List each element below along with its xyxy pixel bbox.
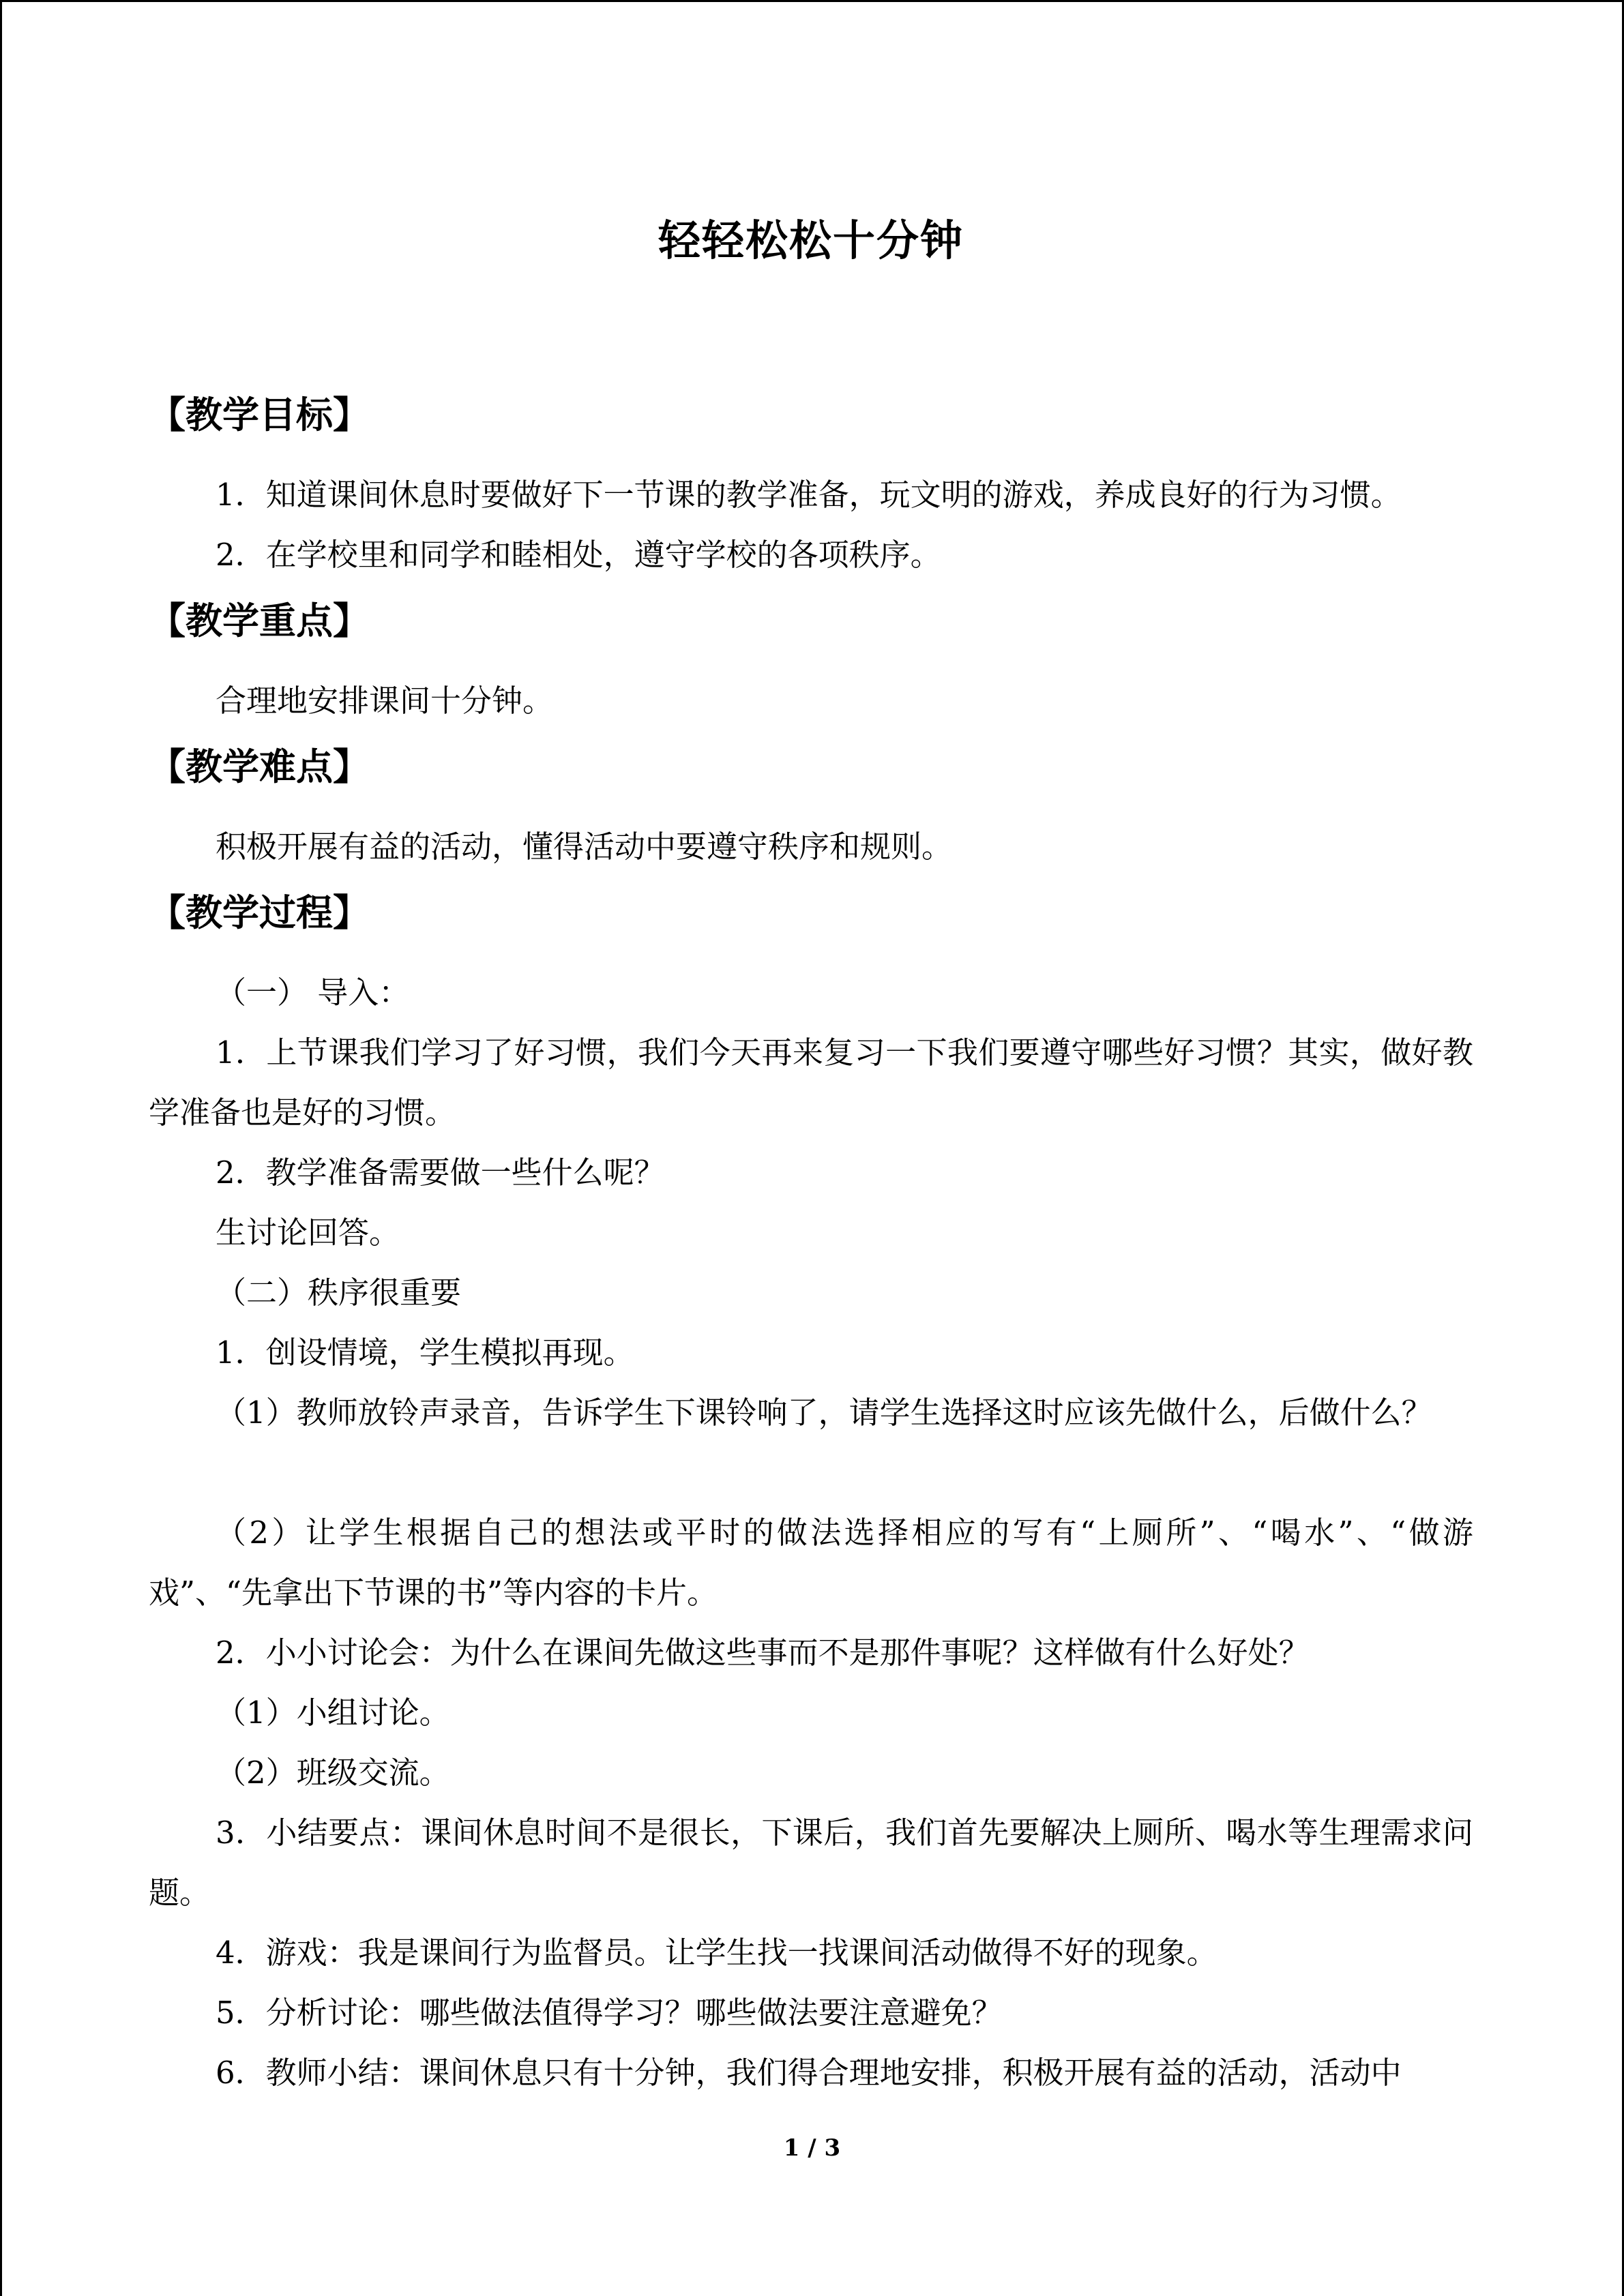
paragraph: （1）小组讨论。 (216, 1695, 450, 1731)
paragraph: 1．上节课我们学习了好习惯，我们今天再来复习一下我们要遵守哪些好习惯？其实，做好教学准备也是好的习惯。 (149, 1034, 1473, 1131)
section-heading-key-points: 【教学重点】 (149, 599, 370, 642)
paragraph: 3．小结要点：课间休息时间不是很长，下课后，我们首先要解决上厕所、喝水等生理需求问题。 (149, 1815, 1473, 1911)
page-number: 1 / 3 (783, 2134, 841, 2162)
paragraph: 合理地安排课间十分钟。 (216, 683, 554, 719)
paragraph: 4．游戏：我是课间行为监督员。让学生找一找课间活动做得不好的现象。 (216, 1935, 1217, 1971)
paragraph: （1）教师放铃声录音，告诉学生下课铃响了，请学生选择这时应该先做什么，后做什么？ (216, 1395, 1432, 1431)
paragraph: （2）班级交流。 (216, 1755, 450, 1791)
section-heading-difficulties: 【教学难点】 (149, 745, 370, 788)
paragraph: 积极开展有益的活动，懂得活动中要遵守秩序和规则。 (216, 829, 953, 865)
paragraph: 2．小小讨论会：为什么在课间先做这些事而不是那件事呢？这样做有什么好处？ (216, 1635, 1310, 1671)
paragraph: 1．创设情境，学生模拟再现。 (216, 1335, 634, 1371)
paragraph: 生讨论回答。 (216, 1214, 400, 1251)
paragraph: 6．教师小结：课间休息只有十分钟，我们得合理地安排，积极开展有益的活动，活动中 (216, 2055, 1402, 2091)
section-heading-objectives: 【教学目标】 (149, 393, 370, 436)
paragraph: 1．知道课间休息时要做好下一节课的教学准备，玩文明的游戏，养成良好的行为习惯。 (216, 477, 1402, 513)
paragraph: 5．分析讨论：哪些做法值得学习？哪些做法要注意避免？ (216, 1995, 1003, 2031)
section-heading-process: 【教学过程】 (149, 891, 370, 934)
paragraph: （2）让学生根据自己的想法或平时的做法选择相应的写有“上厕所”、“喝水”、“做游戏”、“先拿出下节课的书”等内容的卡片。 (149, 1515, 1473, 1611)
paragraph: 2．在学校里和同学和睦相处，遵守学校的各项秩序。 (216, 537, 941, 573)
paragraph: 2．教学准备需要做一些什么呢？ (216, 1154, 665, 1191)
paragraph: （一） 导入： (216, 974, 410, 1011)
document-title: 轻轻松松十分钟 (658, 215, 964, 265)
paragraph: （二）秩序很重要 (216, 1274, 462, 1311)
